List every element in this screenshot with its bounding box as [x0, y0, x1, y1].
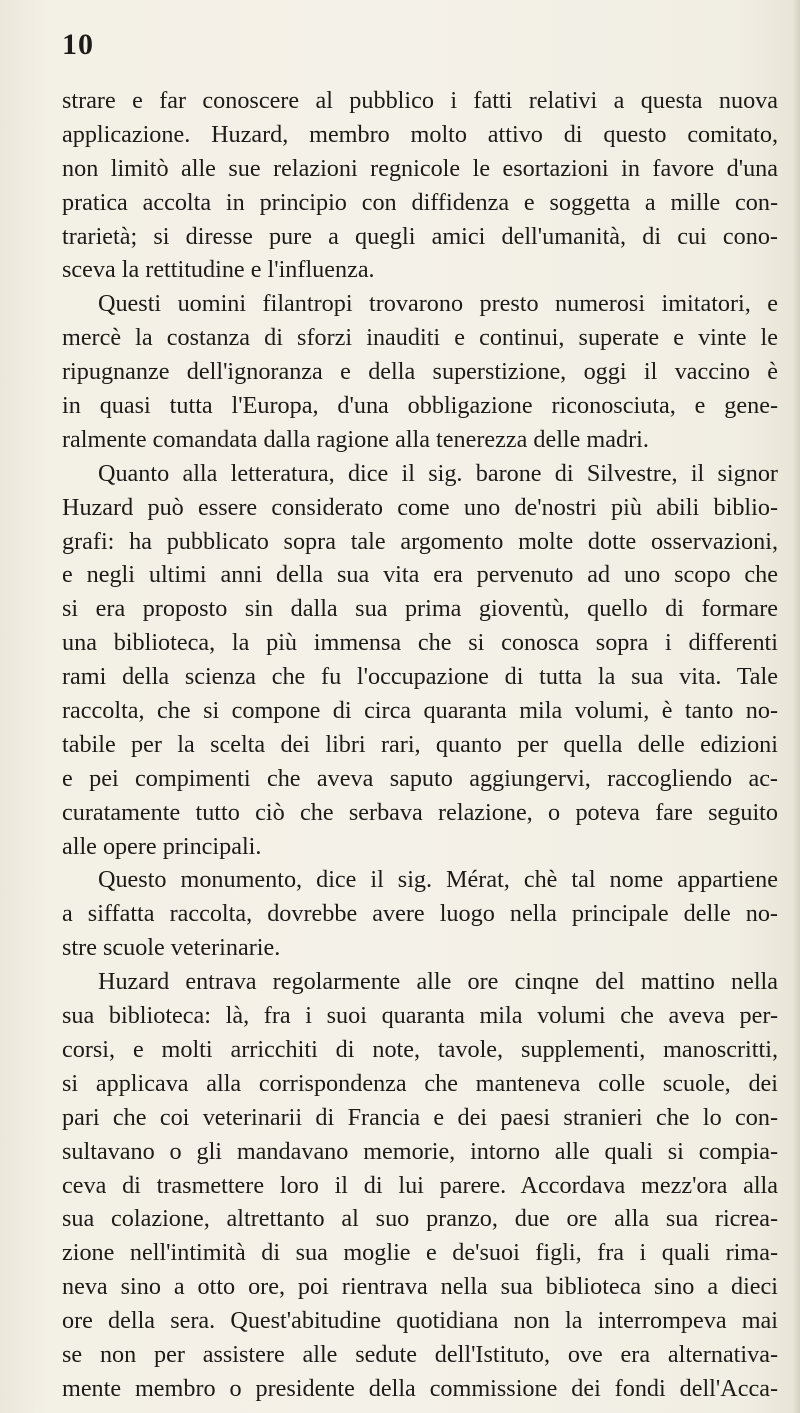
text-line: trarietà; si diresse pure a quegli amici dell'umanità, di cui cono-: [62, 222, 778, 250]
text-line: ore della sera. Quest'abitudine quotidiana non la interrompeva mai: [62, 1307, 778, 1335]
text-line: strare e far conoscere al pubblico i fatti relativi a questa nuova: [62, 87, 778, 114]
text-line: ceva di trasmettere loro il di lui parere. Accordava mezz'ora alla: [62, 1171, 778, 1199]
text-line: zione nell'intimità di sua moglie e de'suoi figli, fra i quali rima-: [62, 1239, 778, 1267]
text-line: ralmente comandata dalla ragione alla tenerezza delle madri.: [62, 425, 649, 453]
text-line: si era proposto sin dalla sua prima gioventù, quello di formare: [62, 595, 778, 623]
text-line: Questo monumento, dice il sig. Mérat, chè tal nome appartiene: [98, 866, 778, 894]
text-line: Huzard può essere considerato come uno de'nostri più abili biblio-: [62, 493, 778, 521]
page-edge-shadow: [792, 0, 800, 1413]
text-line: pari che coi veterinarii di Francia e dei paesi stranieri che lo con-: [62, 1103, 778, 1131]
text-line: corsi, e molti arricchiti di note, tavole, supplementi, manoscritti,: [62, 1035, 778, 1063]
text-line: Quanto alla letteratura, dice il sig. barone di Silvestre, il signor: [98, 459, 778, 487]
text-line: sua colazione, altrettanto al suo pranzo, due ore alla sua ricrea-: [62, 1205, 778, 1233]
text-line: sultavano o gli mandavano memorie, intorno alle quali si compia-: [62, 1137, 778, 1165]
text-line: ripugnanze dell'ignoranza e della superstizione, oggi il vaccino è: [62, 358, 778, 386]
text-line: sceva la rettitudine e l'influenza.: [62, 256, 375, 284]
text-line: Questi uomini filantropi trovarono presto numerosi imitatori, e: [98, 290, 778, 318]
text-line: raccolta, che si compone di circa quaranta mila volumi, è tanto no-: [62, 697, 778, 725]
text-line: pratica accolta in principio con diffidenza e soggetta a mille con-: [62, 188, 778, 216]
text-line: non limitò alle sue relazioni regnicole le esortazioni in favore d'una: [62, 154, 778, 182]
text-line: si applicava alla corrispondenza che manteneva colle scuole, dei: [62, 1069, 778, 1097]
text-line: stre scuole veterinarie.: [62, 934, 281, 962]
text-line: una biblioteca, la più immensa che si conosca sopra i differenti: [62, 629, 778, 657]
text-line: e negli ultimi anni della sua vita era pervenuto ad uno scopo che: [62, 561, 778, 589]
text-line: grafi: ha pubblicato sopra tale argomento molte dotte osservazioni,: [62, 527, 778, 555]
text-line: curatamente tutto ciò che serbava relazione, o poteva fare seguito: [62, 798, 778, 826]
page-number: 10: [62, 28, 94, 61]
text-line: Huzard entrava regolarmente alle ore cinqne del mattino nella: [98, 968, 778, 996]
text-line: e pei compimenti che aveva saputo aggiungervi, raccogliendo ac-: [62, 764, 778, 792]
text-line: alle opere principali.: [62, 832, 262, 860]
text-line: neva sino a otto ore, poi rientrava nella sua biblioteca sino a dieci: [62, 1273, 778, 1301]
text-line: a siffatta raccolta, dovrebbe avere luogo nella principale delle no-: [62, 900, 778, 928]
text-line: applicazione. Huzard, membro molto attivo di questo comitato,: [62, 120, 778, 148]
text-line: in quasi tutta l'Europa, d'una obbligazione riconosciuta, e gene-: [62, 392, 778, 420]
text-line: se non per assistere alle sedute dell'Istituto, ove era alternativa-: [62, 1340, 778, 1368]
text-line: sua biblioteca: là, fra i suoi quaranta mila volumi che aveva per-: [62, 1002, 778, 1030]
text-line: tabile per la scelta dei libri rari, quanto per quella delle edizioni: [62, 730, 778, 758]
text-line: mente membro o presidente della commissione dei fondi dell'Acca-: [62, 1374, 778, 1402]
body-text: [62, 84, 778, 1406]
text-line: rami della scienza che fu l'occupazione di tutta la sua vita. Tale: [62, 663, 778, 691]
text-line: mercè la costanza di sforzi inauditi e continui, superate e vinte le: [62, 324, 778, 352]
